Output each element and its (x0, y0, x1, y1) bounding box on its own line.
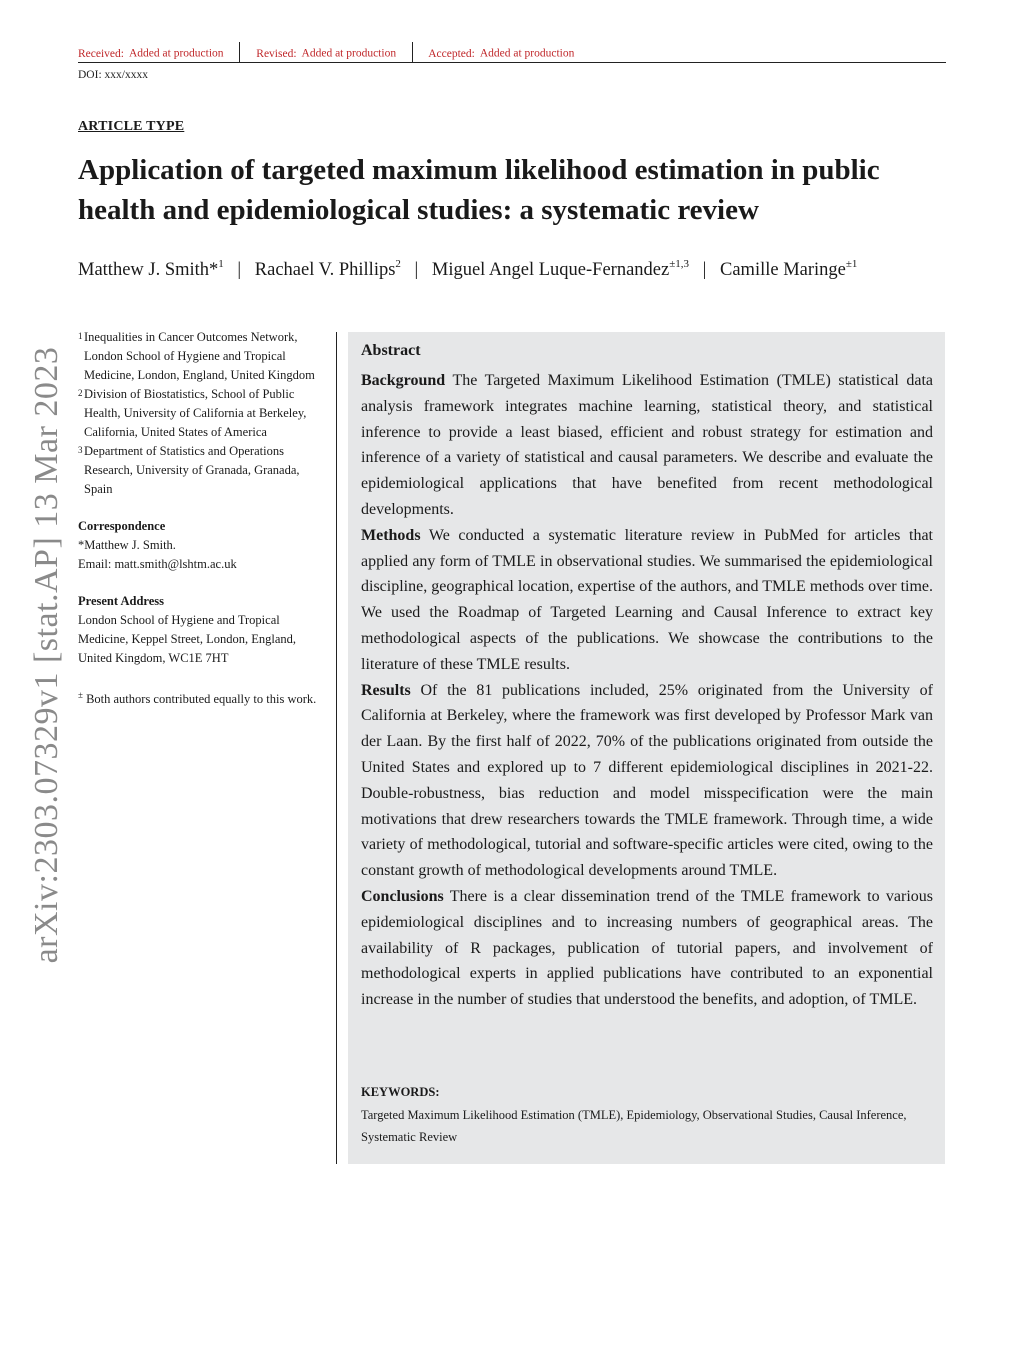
affiliation-text: Inequalities in Cancer Outcomes Network, London School of Hygiene and Tropical Medicine, London, England, United Kingdom (84, 330, 315, 382)
affiliation-number: 1 (78, 330, 83, 341)
column-divider (336, 332, 337, 1164)
correspondence-email: Email: matt.smith@lshtm.ac.uk (78, 557, 237, 571)
paper-title (78, 150, 958, 230)
author-separator: | (702, 260, 707, 281)
author-affiliation-mark: 2 (395, 258, 401, 270)
author-separator: | (237, 260, 242, 281)
author-separator: | (414, 260, 419, 281)
front-matter-sidebar (78, 328, 328, 709)
author-affiliation-mark: 1 (218, 258, 224, 270)
title-line-2: health and epidemiological studies: a systematic review (78, 194, 759, 226)
affiliation-number: 2 (78, 387, 83, 398)
publication-history (78, 44, 574, 64)
abstract-content (361, 342, 933, 1013)
author-name: Camille Maringe (720, 260, 846, 281)
author-name: Miguel Angel Luque-Fernandez (431, 260, 670, 281)
keywords-heading: KEYWORDS: (361, 1085, 440, 1099)
present-address-heading: Present Address (78, 594, 164, 608)
correspondence-heading: Correspondence (78, 519, 166, 533)
received-value: Added at production (128, 47, 224, 60)
author-affiliation-mark: ±1 (845, 258, 858, 270)
abstract-heading: Abstract (361, 342, 421, 359)
keywords (361, 1085, 935, 1148)
accepted-label: Accepted: (428, 47, 475, 60)
affiliation-text: Division of Biostatistics, School of Public Health, University of California at Berkeley, California, United States of America (84, 387, 307, 439)
correspondence-name: *Matthew J. Smith. (78, 538, 176, 552)
abstract-methods (361, 523, 933, 678)
author-name: Rachael V. Phillips (254, 260, 396, 281)
equal-contribution-symbol: ± (78, 690, 83, 700)
abstract-box (348, 332, 945, 1164)
section-label: Conclusions (361, 887, 444, 905)
abstract-conclusions (361, 884, 933, 1013)
affiliation (78, 385, 328, 442)
section-label: Background (361, 372, 446, 389)
abstract-results (361, 678, 933, 884)
author-name: Matthew J. Smith* (78, 260, 219, 281)
section-text: The Targeted Maximum Likelihood Estimation (TMLE) statistical data analysis framework integrates machine learning, statistical theory, and statistical inference to provide a least biased, efficient and robust strategy for estimation and inference of a variety of statistical and causal parameters. We describe and evaluate the epidemiological applications that have benefited from recent methodological developments. (361, 372, 933, 518)
affiliation-number: 3 (78, 444, 83, 455)
section-text: We conducted a systematic literature review in PubMed for articles that applied any form of TMLE in observational studies. We summarised the epidemiological discipline, geographical location, expertise of the authors, and TMLE methods over time. We used the Roadmap of Targeted Learning and Causal Inference to extract key methodological aspects of the publications. We showcase the contributions to the literature of these TMLE results. (361, 526, 933, 673)
revised-label: Revised: (256, 47, 297, 60)
doi: DOI: xxx/xxxx (78, 69, 148, 81)
equal-contribution-note (78, 686, 328, 709)
present-address-text: London School of Hygiene and Tropical Medicine, Keppel Street, London, England, United Kingdom, WC1E 7HT (78, 613, 296, 665)
received-label: Received: (78, 47, 124, 60)
keywords-text: Targeted Maximum Likelihood Estimation (TMLE), Epidemiology, Observational Studies, Causal Inference, Systematic Review (361, 1108, 907, 1144)
article-type: ARTICLE TYPE (78, 119, 185, 134)
equal-contribution-text: Both authors contributed equally to this work. (82, 692, 317, 707)
affiliation (78, 442, 328, 499)
author-affiliation-mark: ±1,3 (669, 258, 690, 270)
section-text: Of the 81 publications included, 25% originated from the University of California at Berkeley, where the framework was first developed by Professor Mark van der Laan. By the first half of 2022, 70% of the publications originated from outside the United States and explored up to 7 different epidemiological disciplines in 2021-22. Double-robustness, bias reduction and model misspecification were the main motivations that drew researchers towards the TMLE framework. Through time, a wide variety of methodological, tutorial and software-specific articles were cited, owing to the constant growth of methodological developments around TMLE. (361, 681, 933, 880)
affiliation-text: Department of Statistics and Operations Research, University of Granada, Granada, Spain (84, 444, 300, 496)
accepted-value: Added at production (479, 47, 575, 60)
history-divider (412, 42, 413, 62)
section-label: Methods (361, 526, 421, 544)
section-label: Results (361, 681, 411, 699)
author-list (78, 259, 958, 281)
header-rule (78, 62, 946, 63)
title-line-1: Application of targeted maximum likelihood estimation in public (78, 154, 880, 186)
arxiv-stamp: arXiv:2303.07329v1 [stat.AP] 13 Mar 2023 (28, 346, 65, 964)
history-divider (239, 42, 240, 62)
revised-value: Added at production (301, 47, 397, 60)
affiliation (78, 328, 328, 385)
abstract-background (361, 368, 933, 523)
section-text: There is a clear dissemination trend of the TMLE framework to various epidemiological disciplines and to increasing numbers of geographical areas. The availability of R packages, publication of tutorial papers, and involvement of methodological experts in applied publications have contributed to an exponential increase in the number of studies that understood the benefits, and adoption, of TMLE. (361, 887, 933, 1009)
